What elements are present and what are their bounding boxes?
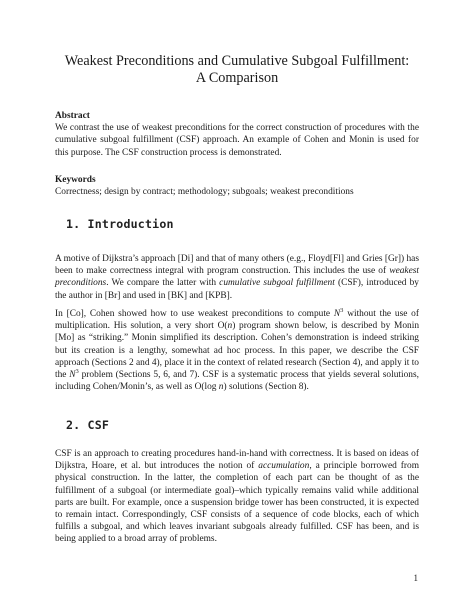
s1p2-text-d: problem (Sections 5, 6, and 7). CSF is a systematic process that yields several solutions, including Cohen/Monin’s, as well as O(log: [55, 370, 419, 393]
s1p2-text-b: without the use of multiplication. His solution, a very short O(: [55, 309, 419, 332]
section-2-paragraph-1: [55, 448, 419, 546]
s1p2-text-a: In [Co], Cohen showed how to use weakest preconditions to compute: [55, 309, 334, 319]
s1p2-text-c: ) program shown below, is described by Monin [Mo] as “striking.” Monin simplified its description. Cohen’s demonstration is indeed striking but its creation is a lengthy, somewhat ad hoc process. In this paper, we describe the CSF approach (Sections 2 and 4), place it in the context of related research (Section 4), and apply it to the: [55, 321, 420, 381]
section-1-heading: 1. Introduction: [66, 217, 174, 231]
s1p2-var-n: N: [333, 309, 341, 319]
s2p1-text-b: , a principle borrowed from physical construction. In the latter, the completion of each part can be thought of as the fulfillment of a subgoal (or intermediate goal)–which typically remains valid while additional parts are built. For example, once a suspension bridge tower has been constructed, it is expected to remain intact. Correspondingly, CSF consists of a sequence of code blocks, each of which fulfills a subgoal, and which leaves invariant subgoals already fulfilled. CSF has been, and is being applied to a broad array of problems.: [55, 461, 419, 545]
s1p1-text-b: . We compare the latter with: [106, 278, 220, 289]
s1p2-var-n-2: N: [69, 370, 76, 381]
s2p1-em-accumulation: accumulation: [258, 461, 310, 472]
section-2-heading: 2. CSF: [66, 418, 110, 432]
s1p1-text-a: A motive of Dijkstra’s approach [Di] and that of many others (e.g., Floyd[Fl] and Gries [Gr]) has been to make correctness integral with program construction. This includes the use of: [55, 254, 419, 277]
s1p1-em-weakest: weakest preconditions: [55, 266, 419, 289]
title-line-1: Weakest Preconditions and Cumulative Subgoal Fulfillment:: [64, 53, 410, 69]
keywords-section: [55, 174, 419, 198]
abstract-heading: Abstract: [55, 111, 90, 121]
abstract-text: We contrast the use of weakest preconditions for the correct construction of procedures with the cumulative subgoal fulfillment (CSF) approach. An example of Cohen and Monin is used for this purpose. The CSF construction process is demonstrated.: [55, 123, 419, 158]
title-line-2: A Comparison: [195, 70, 279, 86]
page-number: 1: [413, 573, 418, 583]
s1p2-var-small-n-2: n: [218, 382, 224, 393]
keywords-heading: Keywords: [55, 175, 96, 185]
s1p2-exponent-2: 3: [75, 367, 79, 375]
paper-title: [55, 53, 419, 87]
s1p1-text-c: (CSF), introduced by the author in [Br] and used in [BK] and [KPB].: [55, 278, 419, 301]
section-1-paragraph-2: [55, 308, 419, 393]
abstract-section: [55, 110, 419, 159]
s1p1-em-csf: cumulative subgoal fulfillment: [219, 278, 335, 289]
s1p2-var-small-n: n: [227, 321, 233, 332]
s1p2-exponent: 3: [340, 306, 344, 314]
section-1-paragraph-1: [55, 253, 419, 302]
keywords-text: Correctness; design by contract; methodology; subgoals; weakest preconditions: [55, 187, 354, 198]
s2p1-text-a: CSF is an approach to creating procedures hand-in-hand with correctness. It is based on ideas of Dijkstra, Hoare, et al. but introduces the notion of: [55, 449, 419, 472]
s1p2-text-e: ) solutions (Section 8).: [223, 382, 309, 393]
